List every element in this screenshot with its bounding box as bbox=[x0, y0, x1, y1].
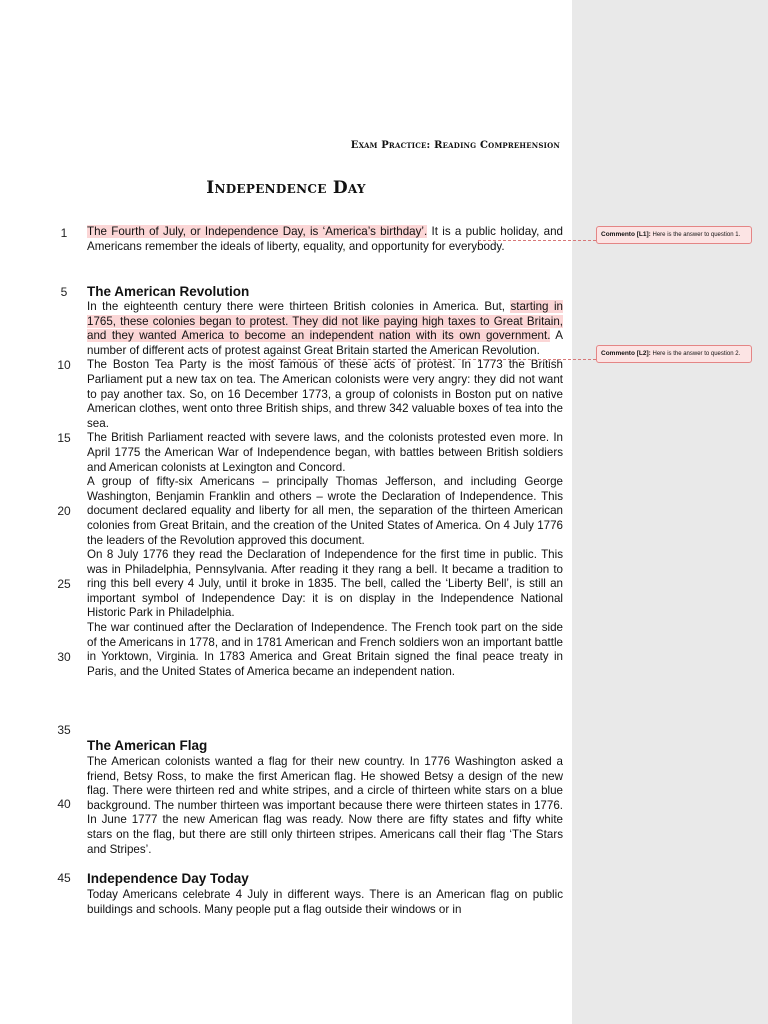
line-number: 30 bbox=[57, 650, 71, 664]
paragraph: The British Parliament reacted with severe laws, and the colonists protested even more. In April 1775 the American War of Independence began, with battles between British soldiers and American colonists at Lexington and Concord. bbox=[87, 431, 563, 474]
line-number: 10 bbox=[57, 358, 71, 372]
comment-bubble-1[interactable] bbox=[596, 226, 752, 244]
section-heading-flag: The American Flag bbox=[87, 738, 208, 753]
line-number: 40 bbox=[57, 797, 71, 811]
comment-label: Commento [L2]: bbox=[601, 350, 651, 357]
section-heading-today: Independence Day Today bbox=[87, 871, 249, 886]
line-number: 25 bbox=[57, 577, 71, 591]
highlighted-answer-2[interactable]: starting in 1765, these colonies began to protest. They did not like paying high taxes to Great Britain, and they wanted America to become an independent nation with its own government. bbox=[87, 300, 563, 343]
paragraph: The war continued after the Declaration of Independence. The French took part on the side of the Americans in 1778, and in 1781 American and French soldiers won an important battle in Yorktown, Virginia. In 1783 America and Great Britain signed the final peace treaty in Paris, and the United States of America became an independent nation. bbox=[87, 621, 563, 678]
paragraph: In the eighteenth century there were thirteen British colonies in America. But, starting in 1765, these colonies began to protest. They did not like paying high taxes to Great Britain, and they wanted America to become an independent nation with its own government. A number of different acts of protest against Great Britain started the American Revolution. bbox=[87, 300, 563, 357]
section-today-body bbox=[87, 888, 563, 917]
section-revolution-body bbox=[87, 300, 563, 679]
paragraph: A group of fifty-six Americans – principally Thomas Jefferson, and including George Washington, Benjamin Franklin and others – wrote the Declaration of Independence. This document declared equality and liberty for all men, the separation of the thirteen American colonies from Great Britain, and the creation of the United States of America. On 4 July 1776 the leaders of the Revolution approved this document. bbox=[87, 475, 563, 547]
line-number: 35 bbox=[57, 723, 71, 737]
section-flag-body bbox=[87, 755, 563, 857]
paragraph: The American colonists wanted a flag for their new country. In 1776 Washington asked a friend, Betsy Ross, to make the first American flag. He showed Betsy a design of the new flag. There were thirteen red and white stripes, and a circle of thirteen white stars on a blue background. The number thirteen was important because there were thirteen states in 1776. In June 1777 the new American flag was ready. Now there are fifty states and fifty white stars on the flag, but there are still only thirteen stripes. Americans call their flag ‘The Stars and Stripes’. bbox=[87, 755, 563, 856]
line-number: 15 bbox=[57, 431, 71, 445]
comment-bubble-2[interactable] bbox=[596, 345, 752, 363]
section-heading-revolution: The American Revolution bbox=[87, 284, 250, 299]
line-number: 5 bbox=[60, 285, 68, 299]
paragraph: On 8 July 1776 they read the Declaration of Independence for the first time in public. This was in Philadelphia, Pennsylvania. After reading it they rang a bell. It became a tradition to ring this bell every 4 July, until it broke in 1835. The bell, called the ‘Liberty Bell’, is still an important symbol of Independence Day: it is on display in the Independence National Historic Park in Philadelphia. bbox=[87, 548, 563, 620]
highlighted-answer-1[interactable]: The Fourth of July, or Independence Day, is ‘America’s birthday’. bbox=[87, 225, 428, 238]
paragraph: The Boston Tea Party is the most famous of these acts of protest. In 1773 the British Parliament put a new tax on tea. The American colonists were very angry: they did not want to pay another tax. So, on 16 December 1773, a group of colonists in Boston put on native American clothes, went onto three British ships, and threw 342 valuable boxes of tea into the sea. bbox=[87, 358, 563, 430]
comment-text: Here is the answer to question 2. bbox=[652, 351, 741, 357]
paragraph: Today Americans celebrate 4 July in different ways. There is an American flag on public buildings and schools. Many people put a flag outside their windows or in bbox=[87, 888, 563, 916]
line-number: 20 bbox=[57, 504, 71, 518]
comment-text: Here is the answer to question 1. bbox=[652, 232, 741, 238]
comment-connector bbox=[248, 359, 596, 360]
comment-connector bbox=[478, 240, 596, 241]
line-number: 1 bbox=[60, 226, 68, 240]
document-title: Independence Day bbox=[206, 178, 366, 198]
comment-label: Commento [L1]: bbox=[601, 231, 651, 238]
comment-margin bbox=[572, 0, 768, 1024]
line-number: 45 bbox=[57, 871, 71, 885]
document-header: Exam Practice: Reading Comprehension bbox=[350, 140, 560, 151]
intro-text: It is a public holiday, and Americans remember the ideals of liberty, equality, and opportunity for everybody. bbox=[87, 225, 563, 253]
